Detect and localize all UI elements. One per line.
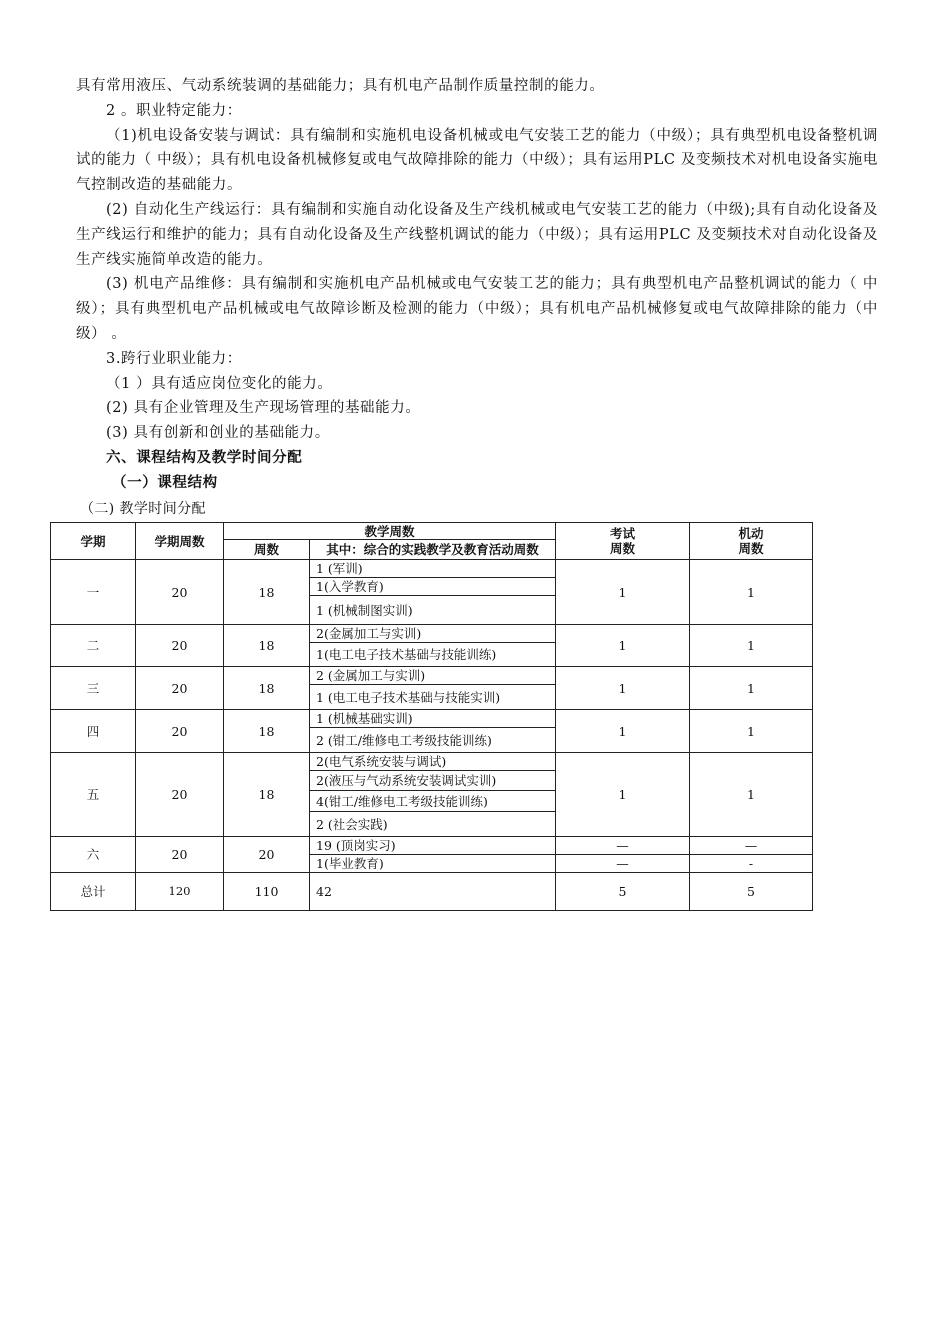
activity-cell: 2(电气系统安装与调试) (310, 753, 556, 771)
activity-cell: 2(液压与气动系统安装调试实训) (310, 771, 556, 791)
header-practice-weeks: 其中：综合的实践教学及教育活动周数 (310, 540, 556, 560)
term-cell: 三 (51, 667, 136, 710)
weeks-cell: 18 (224, 753, 310, 837)
activity-cell: 2 (金属加工与实训) (310, 667, 556, 685)
header-flex-line1: 机动 (738, 526, 764, 541)
term-weeks-cell: 20 (136, 625, 224, 667)
flex-cell: 1 (690, 625, 813, 667)
header-weeks: 周数 (224, 540, 310, 560)
header-term: 学期 (51, 523, 136, 560)
exam-cell: 1 (556, 710, 690, 753)
term-cell: 五 (51, 753, 136, 837)
term-weeks-cell: 20 (136, 560, 224, 625)
activity-cell: 1 (机械制图实训) (310, 596, 556, 625)
teaching-schedule-table (50, 522, 813, 911)
paragraph: 2 。职业特定能力： (106, 102, 242, 119)
table-caption: （二) 教学时间分配 (80, 501, 206, 517)
term-weeks-cell: 20 (136, 710, 224, 753)
paragraph: （1)机电设备安装与调试：具有编制和实施机电设备机械或电气安装工艺的能力（中级）；具有典型机电设备整机调试的能力（ 中级）；具有机电设备机械修复或电气故障排除的能力（中级）；具有运用PLC 及变频技术对机电设备实施电气控制改造的基础能力。 (76, 127, 878, 194)
activity-cell: 2(金属加工与实训) (310, 625, 556, 643)
term-cell: 四 (51, 710, 136, 753)
flex-cell: 1 (690, 710, 813, 753)
term-weeks-cell: 20 (136, 753, 224, 837)
exam-cell: 1 (556, 667, 690, 710)
flex-cell: 1 (690, 753, 813, 837)
paragraph: (2) 自动化生产线运行：具有编制和实施自动化设备及生产线机械或电气安装工艺的能力（中级);具有自动化设备及生产线运行和维护的能力；具有自动化设备及生产线整机调试的能力（中级）；具有运用PLC 及变频技术对自动化设备及生产线实施简单改造的能力。 (76, 201, 878, 268)
term-cell: 六 (51, 837, 136, 873)
total-practice-cell: 42 (310, 873, 556, 911)
term-weeks-cell: 20 (136, 837, 224, 873)
weeks-cell: 20 (224, 837, 310, 873)
exam-cell: 1 (556, 625, 690, 667)
activity-cell: 1 (机械基础实训) (310, 710, 556, 728)
flex-cell: 1 (690, 560, 813, 625)
activity-cell: 1(电工电子技术基础与技能训练) (310, 643, 556, 667)
total-exam-cell: 5 (556, 873, 690, 911)
total-weeks-cell: 110 (224, 873, 310, 911)
header-flex-line2: 周数 (738, 541, 764, 556)
activity-cell: 2 (钳工/维修电工考级技能训练) (310, 728, 556, 753)
total-term-weeks-cell: 120 (136, 873, 224, 911)
activity-cell: 1(毕业教育) (310, 855, 556, 873)
header-term-weeks: 学期周数 (136, 523, 224, 560)
section-heading: 六、课程结构及教学时间分配 (106, 449, 303, 466)
total-flex-cell: 5 (690, 873, 813, 911)
paragraph: （1 ）具有适应岗位变化的能力。 (106, 375, 333, 392)
paragraph: 3.跨行业职业能力： (106, 350, 242, 367)
paragraph: (2) 具有企业管理及生产现场管理的基础能力。 (106, 400, 421, 417)
exam-cell: 1 (556, 753, 690, 837)
header-teaching-weeks: 教学周数 (224, 523, 556, 540)
flex-cell: — (690, 837, 813, 855)
header-exam-line1: 考试 (610, 526, 636, 541)
exam-cell: — (556, 855, 690, 873)
flex-cell: 1 (690, 667, 813, 710)
weeks-cell: 18 (224, 667, 310, 710)
term-cell: 二 (51, 625, 136, 667)
header-exam-line2: 周数 (610, 541, 636, 556)
document-body (76, 74, 878, 495)
total-label-cell: 总计 (51, 873, 136, 911)
exam-cell: — (556, 837, 690, 855)
activity-cell: 2 (社会实践) (310, 812, 556, 837)
activity-cell: 1 (军训) (310, 560, 556, 578)
activity-cell: 19 (顶岗实习) (310, 837, 556, 855)
activity-cell: 1 (电工电子技术基础与技能实训) (310, 685, 556, 710)
weeks-cell: 18 (224, 560, 310, 625)
header-exam-weeks (556, 523, 690, 560)
paragraph: 具有常用液压、气动系统装调的基础能力；具有机电产品制作质量控制的能力。 (76, 78, 605, 94)
flex-cell: - (690, 855, 813, 873)
activity-cell: 4(钳工/维修电工考级技能训练) (310, 791, 556, 812)
exam-cell: 1 (556, 560, 690, 625)
subsection-heading: （一）课程结构 (112, 474, 218, 491)
term-cell: 一 (51, 560, 136, 625)
activity-cell: 1(入学教育) (310, 578, 556, 596)
weeks-cell: 18 (224, 625, 310, 667)
weeks-cell: 18 (224, 710, 310, 753)
header-flex-weeks (690, 523, 813, 560)
paragraph: (3) 机电产品维修：具有编制和实施机电产品机械或电气安装工艺的能力；具有典型机电产品整机调试的能力（ 中级）；具有典型机电产品机械或电气故障诊断及检测的能力（中级）；具有机电产品机械修复或电气故障排除的能力（中级） 。 (76, 276, 878, 342)
term-weeks-cell: 20 (136, 667, 224, 710)
paragraph: (3) 具有创新和创业的基础能力。 (106, 425, 330, 442)
